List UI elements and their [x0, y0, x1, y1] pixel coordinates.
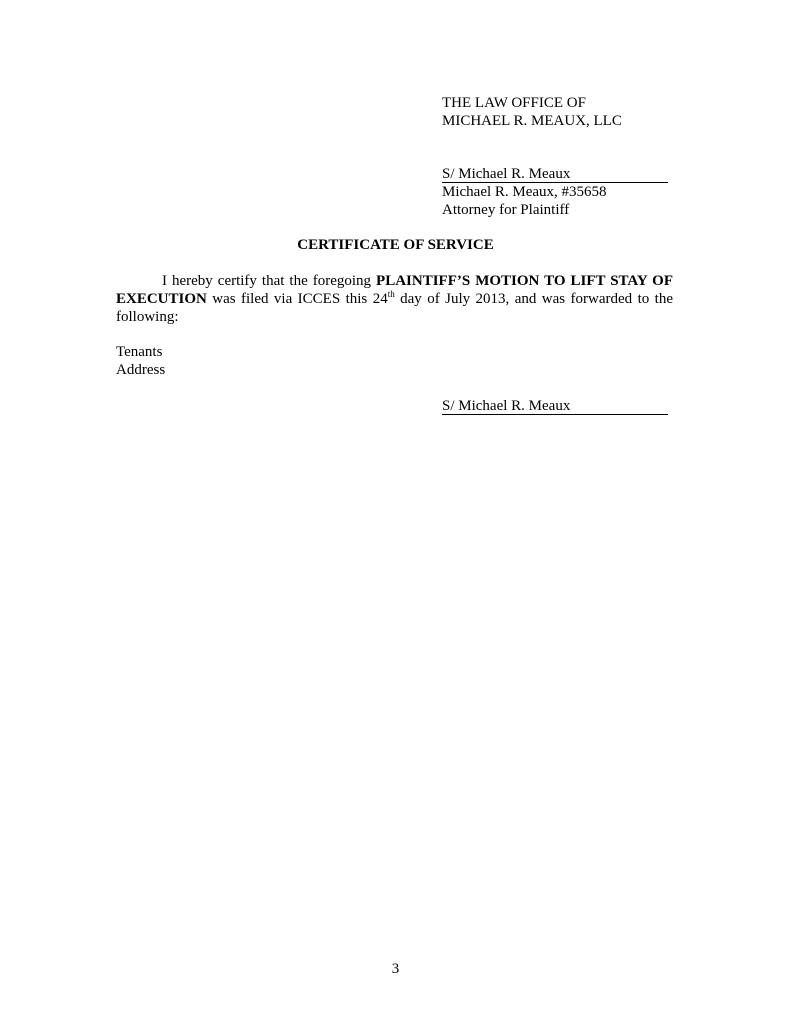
- closing-signature: S/ Michael R. Meaux: [442, 397, 668, 415]
- firm-name-line-1: THE LAW OFFICE OF: [442, 95, 586, 111]
- certificate-filed-text: was filed via ICCES this 24: [206, 291, 388, 307]
- motion-title: PLAINTIFF’S MOTION TO LIFT STAY OF EXECUTION: [116, 273, 673, 307]
- attorney-name: Michael R. Meaux, #35658: [442, 184, 607, 200]
- attorney-role: Attorney for Plaintiff: [442, 202, 570, 218]
- certificate-heading: CERTIFICATE OF SERVICE: [297, 237, 494, 253]
- ordinal-suffix: th: [387, 289, 395, 299]
- attorney-signature: S/ Michael R. Meaux: [442, 165, 668, 183]
- certificate-rest-text: day of July 2013, and was forwarded to the following:: [116, 291, 673, 325]
- recipient-line-2: Address: [116, 362, 166, 378]
- certificate-intro-text: I hereby certify that the foregoing: [162, 273, 377, 289]
- certificate-paragraph: [116, 272, 673, 326]
- recipient-line-1: Tenants: [116, 344, 163, 360]
- firm-name-line-2: MICHAEL R. MEAUX, LLC: [442, 113, 622, 129]
- page-number: 3: [391, 961, 400, 977]
